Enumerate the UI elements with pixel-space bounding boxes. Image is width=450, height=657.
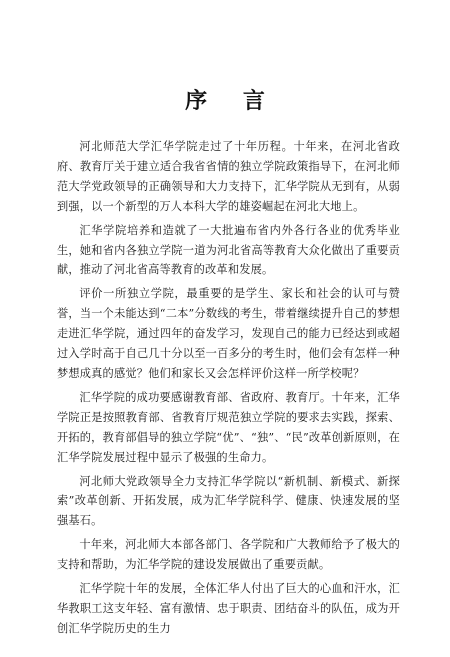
paragraph-4: 汇华学院的成功要感谢教育部、省政府、教育厅。十年来，汇华学院正是按照教育部、省教育厅规范独立学院的要求去实践，探索、开拓的，教育部倡导的独立学院“优”、“独”、“民”改革创新原则，在汇华学院发展过程中显示了极强的生命力。 xyxy=(57,390,400,464)
paragraph-6: 十年来，河北师大本部各部门、各学院和广大教师给予了极大的支持和帮助，为汇华学院的建设发展做出了重要贡献。 xyxy=(57,538,400,572)
paragraph-7: 汇华学院十年的发展，全体汇华人付出了巨大的心血和汗水，汇华教职工这支年轻、富有激情、忠于职责、团结奋斗的队伍，成为开创汇华学院历史的生力 xyxy=(57,582,400,635)
page-title: 序 言 xyxy=(185,88,279,114)
document-body xyxy=(57,137,400,643)
paragraph-2: 汇华学院培养和造就了一大批遍布省内外各行各业的优秀毕业生，她和省内各独立学院一道为河北省高等教育大众化做出了重要贡献，推动了河北省高等教育的改革和发展。 xyxy=(57,223,400,277)
paragraph-5: 河北师大党政领导全力支持汇华学院以“新机制、新模式、新探索”改革创新、开拓发展，成为汇华学院科学、健康、快速发展的坚强基石。 xyxy=(57,474,400,528)
paragraph-1: 河北师范大学汇华学院走过了十年历程。十年来，在河北省政府、教育厅关于建立适合我省省情的独立学院政策指导下，在河北师范大学党政领导的正确领导和大力支持下，汇华学院从无到有，从弱到强，以一个新型的万人本科大学的雄姿崛起在河北大地上。 xyxy=(57,140,400,213)
paragraph-3: 评价一所独立学院，最重要的是学生、家长和社会的认可与赞誉，当一个未能达到“二本”分数线的考生，带着继续提升自己的梦想走进汇华学院，通过四年的奋发学习，发现自己的能力已经达到或超过入学时高于自己几十分以至一百多分的考生时，他们会有怎样一种梦想成真的感觉？他们和家长又会怎样评价这样一所学校呢？ xyxy=(57,287,400,380)
